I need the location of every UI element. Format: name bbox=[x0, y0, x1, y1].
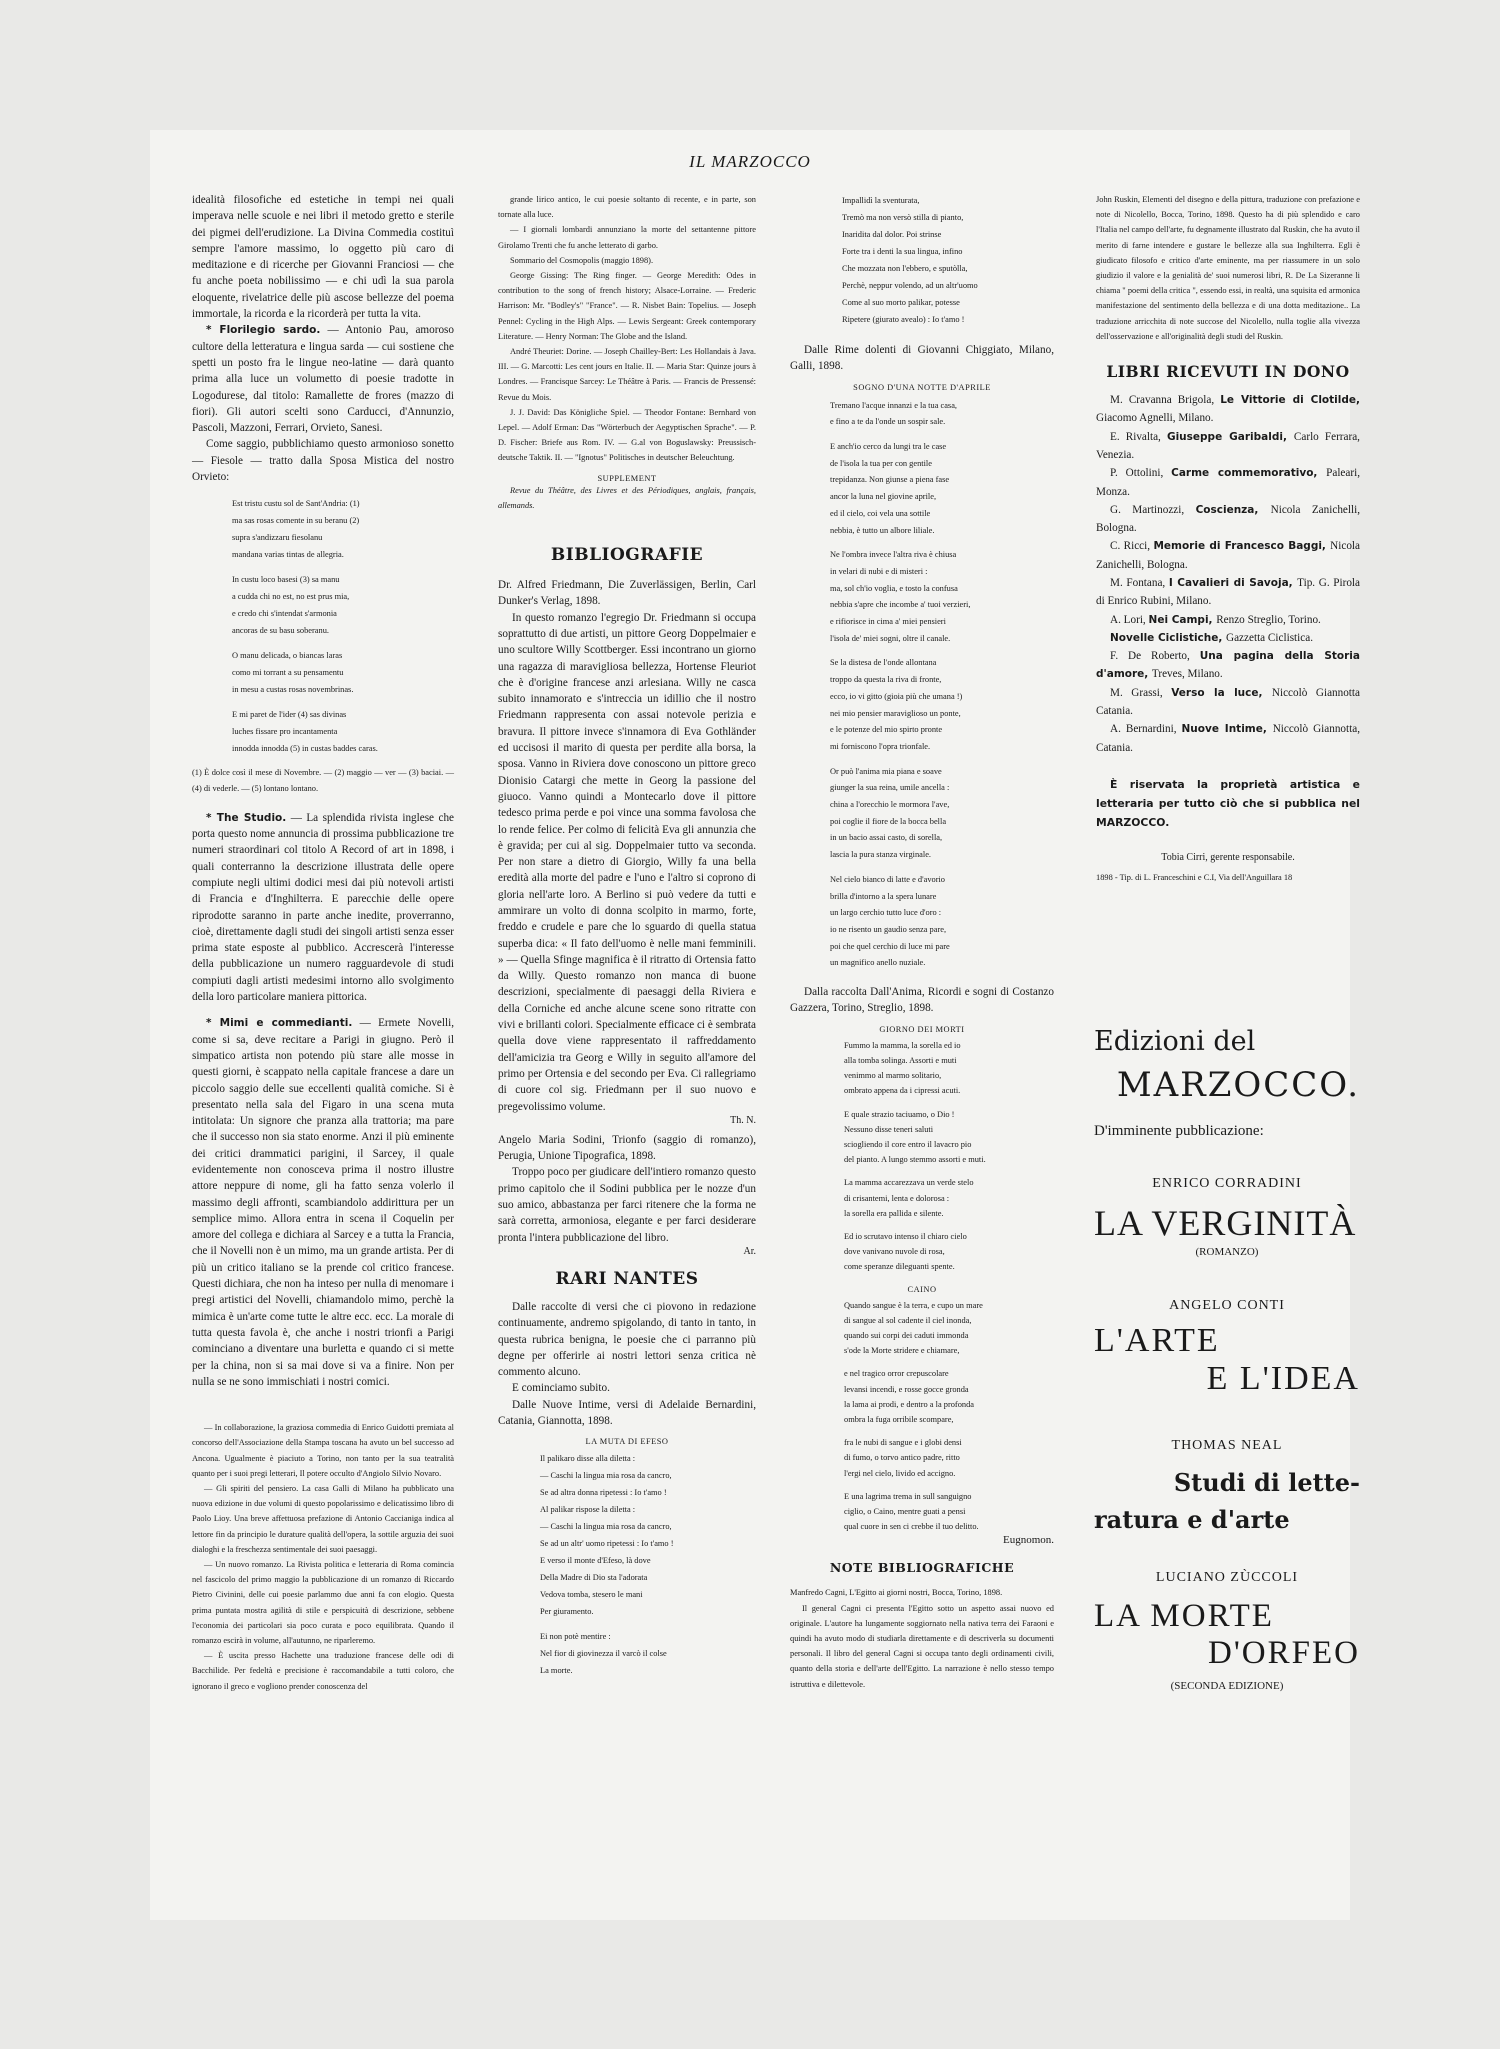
verse-line: ancor la luna nel giovine aprile, bbox=[830, 492, 937, 502]
ad-sub-romanzo: (ROMANZO) bbox=[1195, 1246, 1259, 1258]
signature-eugnomon: Eugnomon. bbox=[1002, 1534, 1054, 1547]
book-title: Novelle Ciclistiche, bbox=[1110, 631, 1227, 644]
verse-line: Fummo la mamma, la sorella ed io bbox=[844, 1040, 961, 1050]
book-entry bbox=[1096, 574, 1360, 611]
poem-muta bbox=[540, 1450, 756, 1679]
book-publisher: Giacomo Agnelli, Milano. bbox=[1096, 412, 1214, 425]
ad-title-verginita: LA VERGINITÀ bbox=[1094, 1203, 1357, 1243]
verse-line: mandana varias tintas de allegria. bbox=[232, 550, 344, 560]
book-title: Giuseppe Garibaldi, bbox=[1166, 430, 1294, 443]
book-author: P. Ottolini, bbox=[1110, 467, 1172, 480]
verse-line: quando sui corpi dei caduti immonda bbox=[844, 1330, 969, 1340]
friedmann-reference: Dr. Alfred Friedmann, Die Zuverlässigen, Berlin, Carl Dunker's Verlag, 1898. bbox=[498, 579, 756, 608]
note-spiriti: — Gli spiriti del pensiero. La casa Galli di Milano ha pubblicato una nuova edizione in due volumi di questo popolarissimo e delicatissimo libro di Paolo Lioy. Una breve affettuosa prefazione di Antonio Caccianiga indica al lettore fin da principio le durature qualità dell'opera, la sottile arguzia dei suoi dialoghi e la freschezza sentimentale dei suoi paesaggi. bbox=[192, 1483, 454, 1554]
verse-line: venimmo al marmo solitario, bbox=[844, 1071, 942, 1081]
verse-line: — Caschi la lingua mia rosa da cancro, bbox=[540, 1471, 672, 1481]
ad-sub-seconda: (SECONDA EDIZIONE) bbox=[1170, 1680, 1284, 1692]
column-3 bbox=[790, 192, 1054, 1692]
verse-line bbox=[232, 639, 454, 647]
friedmann-review: In questo romanzo l'egregio Dr. Friedmann si occupa soprattutto di due artisti, un pittore Georg Doppelmaier e uno scultore Willy Scottberger. Essi incontrano un giorno una ragazza di maravigliosa bellezza, Hortense Fleuriot che è d'origine francese anzi arlesiana. Willy ne casca subito innamorato e s'intreccia un idillio che il nostro Friedmann rappresenta con assai notevole perizia e bravura. Il pittore invece s'innamora di Eva Gothländer ed uccisosi il marito di questa per perdite alla borsa, la sposa. Vanno in Riviera dove conoscono un pittore greco Dionisio Catargi che mette in Georg la passione del giuoco. Vanno quindi a Montecarlo dove il pittore tedesco prima perde e poi vince una somma favolosa che lo rende felice. Per colmo di felicità Eva gli annunzia che è gravida; per cui al sig. Doppelmaier tutto va seconda. Per non stare a dietro di Giorgio, Willy fa una bella eredità alla morte del padre e l'uno e l'altro si coprono di gloria nell'arte loro. A Berlino si può vedere da tutti e ammirare un volto di donna scolpito in marmo, forte, freddo e crudele e pare che lo sguardo di quella statua superba dica: « Il fato dell'uomo è nelle mani femminili. » — Quella Sfinge magnifica è il ritratto di Ortensia fatto da Willy. Questo romanzo non manca di buone descrizioni, specialmente di paesaggi della Riviera e della Corniche ed anche alcune scene sono ritratte con vivi e brillanti colori. Specialmente efficace ci è sembrata quella dove viene rappresentato il raffreddamento dell'amicizia tra Georg e Willy in seguito all'amore del primo per Ortensia e del secondo per Eva. Ci rallegriamo di cuore col sig. Friedmann per il suo nuovo e pregevolissimo volume. bbox=[498, 611, 756, 1113]
book-author: A. Bernardini, bbox=[1110, 723, 1182, 736]
verse-line: E anch'io cerco da lungi tra le case bbox=[830, 442, 947, 451]
verse-line: troppo da questa la riva di fronte, bbox=[830, 675, 942, 685]
verse-line: mi forniscono l'opra trionfale. bbox=[830, 741, 931, 751]
verse-line: poi che quel cerchio di luce mi pare bbox=[830, 941, 950, 951]
signature-ar: Ar. bbox=[743, 1245, 756, 1257]
libri-ricevuti-list bbox=[1096, 391, 1360, 757]
verse-line: ecco, io vi gitto (gioia più che umana !) bbox=[830, 691, 963, 701]
note-trenti: — I giornali lombardi annunziano la morte del settantenne pittore Girolamo Trenti che fu anche letterato di garbo. bbox=[498, 225, 756, 250]
book-title: Coscienza, bbox=[1195, 503, 1271, 516]
column-2 bbox=[498, 192, 756, 1679]
paragraph-mimi bbox=[192, 1015, 454, 1390]
verse-line: sciogliendo il core entro il lavacro pio bbox=[844, 1139, 972, 1149]
book-entry bbox=[1096, 684, 1360, 721]
verse-line: Est tristu custu sol de Sant'Andria: (1) bbox=[232, 499, 360, 509]
gazzera-reference: Dalla raccolta Dall'Anima, Ricordi e sogni di Costanzo Gazzera, Torino, Streglio, 1898. bbox=[790, 986, 1054, 1015]
verse-line: Impallidì la sventurata, bbox=[842, 196, 920, 205]
verse-line: dove vanivano nuvole di rosa, bbox=[844, 1247, 945, 1257]
verse-line: Della Madre di Dio sta l'adorata bbox=[540, 1573, 648, 1583]
verse-line: E verso il monte d'Efeso, là dove bbox=[540, 1556, 651, 1566]
verse-line: como mi torrant a su pensamentu bbox=[232, 668, 344, 678]
paragraph-intro: idealità filosofiche ed estetiche in tempi nei quali imperava nelle scuole e nei libri il metodo gretto e sterile dei pigmei dell'erudizione. La Divina Commedia costituì sempre l'amore massimo, lo oggetto più caro di meditazione e di ricerche per Giovanni Franciosi — che fu anche poeta nobilissimo — e chi udì la sua parola eloquente, rivelatrice delle più ascose bellezze del poema immortale, la ricorda e la ricorderà per tutta la vita. bbox=[192, 194, 454, 321]
supplement-title: SUPPLEMENT bbox=[597, 473, 657, 483]
book-title: Carme commemorativo, bbox=[1171, 467, 1327, 480]
verse-line: nebbia s'apre che incombe a' tuoi verzieri, bbox=[830, 600, 971, 610]
footnotes: (1) È dolce così il mese di Novembre. — (2) maggio — ver — (3) baciai. — (4) di vederle. — (5) lontano lontano. bbox=[192, 768, 454, 793]
verse-line bbox=[232, 563, 454, 571]
verse-line: e le potenze del mio spirto pronte bbox=[830, 725, 943, 735]
section-title-studio: * The Studio. bbox=[206, 811, 287, 824]
running-title: IL MARZOCCO bbox=[689, 152, 811, 171]
verse-line: alla tomba solinga. Assorti e muti bbox=[844, 1055, 957, 1065]
verse-line: in velari di nubi e di misteri : bbox=[830, 566, 928, 576]
book-title: Le Vittorie di Clotilde, bbox=[1220, 394, 1360, 407]
mimi-text: — Ermete Novelli, come si sa, deve recitare a Parigi in giugno. Però il simpatico artista non potendo più stare alle mosse in questi giorni, è scappato nella capitale francese a dare un piccolo saggio delle sue eccellenti qualità comiche. Si è presentato nella sala del Figaro in una scena muta intitolata: Un signore che pranza alla trattoria; ma pare che il successo non sia stato enorme. Anzi il più eminente dei critici drammatici parigini, il Sarcey, il quale evidentemente non conosceva prima il nostro illustre attore neppure di nome, gli ha fatto senza volerlo il massimo degli affronti, scambiandolo addirittura per un semplice mimo. Allora entra in scena il Coquelin per amore del collega e dichiara al Sarcey e a tutta la Francia, che il Novelli non è un mimo, ma un grande artista. Per di più un critico italiano se la prende col critico francese. Questi dichiara, che non ha inteso per nulla di menomare i pregi artistici del Novelli, chiamandolo mimo, perchè la mimica è un'arte come tutte le altre ecc. ecc. La morale di tutta questa favola è, che anche i nostri trionfi a Parigi cominciano a diventare una burletta e quando ci si mette per la china, non si sa mai dove si va a finire. Non per nulla se ne sono immischiati i nostri comici. bbox=[192, 1017, 454, 1388]
verse-line: Ed io scrutavo intenso il chiaro cielo bbox=[844, 1231, 967, 1241]
book-publisher: Paleari, Monza. bbox=[1096, 467, 1360, 498]
verse-line: giunger la sua reina, umile ancella : bbox=[830, 783, 950, 793]
verse-line: ciglio, o Caino, mentre guati a pensi bbox=[844, 1506, 966, 1516]
section-title-mimi: * Mimi e commedianti. bbox=[206, 1017, 353, 1030]
verse-line: Il palikaro disse alla diletta : bbox=[540, 1454, 636, 1464]
verse-line: Ne l'ombra invece l'altra riva è chiusa bbox=[830, 550, 957, 560]
verse-line: Che mozzata non l'ebbero, e sputòlla, bbox=[842, 264, 968, 273]
ad-marzocco: MARZOCCO. bbox=[1116, 1065, 1360, 1105]
verse-line: io ne risento un gaudio senza pare, bbox=[830, 924, 947, 934]
verse-line bbox=[830, 756, 1054, 764]
verse-line: la lama ai prodi, e dentro a la profonda bbox=[844, 1399, 974, 1409]
book-publisher: Carlo Ferrara, Venezia. bbox=[1096, 430, 1360, 461]
verse-line: Se ad altra donna ripetessi : Io t'amo ! bbox=[540, 1488, 667, 1498]
book-author: G. Martinozzi, bbox=[1110, 503, 1196, 516]
book-entry bbox=[1096, 611, 1360, 629]
verse-line: in un bacio assai casto, di sorella, bbox=[830, 833, 943, 843]
verse-line: in mesu a custas rosas novembrinas. bbox=[232, 685, 354, 695]
verse-line: ed il cielo, coi vela una sottile bbox=[830, 508, 931, 518]
ad-title-idea: E L'IDEA bbox=[1206, 1360, 1360, 1397]
poem-title-sogno: SOGNO D'UNA NOTTE D'APRILE bbox=[853, 382, 991, 392]
sodini-reference: Angelo Maria Sodini, Trionfo (saggio di romanzo), Perugia, Unione Tipografica, 1898. bbox=[498, 1133, 756, 1163]
verse-line: nei mio pensier maraviglioso un ponte, bbox=[830, 708, 961, 718]
book-title: I Cavalieri di Savoja, bbox=[1168, 577, 1298, 589]
book-entry bbox=[1096, 647, 1360, 684]
verse-line: Tremò ma non versò stilla di pianto, bbox=[842, 213, 964, 222]
column-1 bbox=[192, 192, 454, 1694]
paragraph-studio bbox=[192, 810, 454, 1006]
verse-line: E quale strazio taciuamo, o Dio ! bbox=[844, 1109, 955, 1119]
note-romanzo: — Un nuovo romanzo. La Rivista politica e letteraria di Roma comincia nel fascicolo del primo maggio la pubblicazione di un romanzo di Riccardo Pietro Civinini, delle cui poesie parlammo due anni fa con elogio. Questa prima puntata mostra agilità di stile e perspicuità di descrizione, sebbene l'economia dei particolari sia poco curata e poco equilibrata. Quando il romanzo escirà in volume, all'autunno, ne riparleremo. bbox=[192, 1559, 454, 1645]
verse-line: di crisantemi, lenta e dolorosa : bbox=[844, 1193, 950, 1203]
printer-line: 1898 - Tip. di L. Franceschini e C.I, Via dell'Anguillara 18 bbox=[1096, 873, 1293, 883]
rari-nantes-cominciamo: E cominciamo subito. bbox=[512, 1382, 610, 1395]
bernardini-reference: Dalle Nuove Intime, versi di Adelaide Bernardini, Catania, Giannotta, 1898. bbox=[498, 1398, 756, 1428]
supplement-text: Revue du Théâtre, des Livres et des Périodiques, anglais, français, allemands. bbox=[498, 485, 756, 510]
verse-line: l'isola de' miei sogni, oltre il canale. bbox=[830, 633, 951, 643]
verse-line: E mi paret de l'ider (4) sas divinas bbox=[232, 710, 347, 720]
florilegio-text: — Antonio Pau, amoroso cultore della letteratura e lingua sarda — cui sostiene che spetti un posto fra le lingue neo-latine — darà quanto prima alla luce un volumetto di poesie tradotte in Logodurese, dal titolo: Ramallette de frores (mazzo di fiori). Gli autori scelti sono Carducci, d'Annunzio, Pascoli, Mazzoni, Ferrari, Orvieto, Sanesi. bbox=[192, 324, 454, 435]
verse-line: Per giuramento. bbox=[540, 1607, 594, 1617]
poem-title-caino: CAINO bbox=[907, 1284, 937, 1294]
verse-line: e nel tragico orror crepuscolare bbox=[844, 1369, 949, 1379]
ad-edizioni: Edizioni del bbox=[1094, 1026, 1256, 1057]
verse-line: e fino a te da l'onde un sospir sale. bbox=[830, 417, 946, 427]
book-publisher: Renzo Streglio, Torino. bbox=[1216, 613, 1321, 626]
book-author: A. Lori, bbox=[1110, 613, 1149, 626]
poem-muta-continued bbox=[842, 192, 1054, 328]
book-title: Nei Campi, bbox=[1148, 613, 1217, 626]
verse-line: ombrato appena da i cipressi acuti. bbox=[844, 1086, 961, 1096]
verse-line bbox=[844, 1167, 1054, 1175]
verse-line: Or può l'anima mia piana e soave bbox=[830, 766, 942, 776]
gerente: Tobia Cirri, gerente responsabile. bbox=[1161, 851, 1295, 863]
book-title: Nuove Intime, bbox=[1181, 723, 1273, 736]
signature-th: Th. N. bbox=[730, 1114, 756, 1126]
verse-line bbox=[830, 647, 1054, 655]
verse-line: l'ergi nel cielo, livido ed accigno. bbox=[844, 1468, 956, 1478]
verse-line: lascia la pura stanza virginale. bbox=[830, 850, 931, 860]
verse-line: china a l'orecchio le mormora l'ave, bbox=[830, 800, 950, 810]
book-title: Una pagina della Storia d'amore, bbox=[1096, 650, 1360, 681]
publisher-advertisement bbox=[1094, 1022, 1360, 1692]
verse-line: luches fissare pro incantamenta bbox=[232, 727, 338, 737]
poem-sogno bbox=[830, 398, 1054, 973]
verse-line: fra le nubi di sangue e i globi densi bbox=[844, 1438, 962, 1448]
poem-morti bbox=[844, 1038, 1054, 1275]
verse-line: Forte tra i denti la sua lingua, infino bbox=[842, 247, 963, 256]
verse-line: del pianto. A lungo stemmo assorti e muti. bbox=[844, 1155, 986, 1165]
verse-line bbox=[844, 1481, 1054, 1489]
poem-fiesole bbox=[232, 495, 454, 757]
cagni-reference: Manfredo Cagni, L'Egitto ai giorni nostri, Bocca, Torino, 1898. bbox=[790, 1588, 1003, 1598]
verse-line: Se la distesa de l'onde allontana bbox=[830, 658, 937, 668]
verse-line: e credo chi s'intendat s'armonia bbox=[232, 609, 337, 619]
ad-title-studi-1: Studi di lette- bbox=[1173, 1468, 1360, 1497]
ad-author-zuccoli: LUCIANO ZÙCCOLI bbox=[1155, 1570, 1299, 1585]
verse-line: poi coglie il fiore de la bocca bella bbox=[830, 816, 947, 826]
book-title: Memorie di Francesco Baggi, bbox=[1153, 540, 1331, 553]
bibliografie-title: BIBLIOGRAFIE bbox=[550, 545, 704, 566]
paragraph-saggio: Come saggio, pubblichiamo questo armonioso sonetto — Fiesole — tratto dalla Sposa Mistica del nostro Orvieto: bbox=[192, 438, 454, 484]
book-author: C. Ricci, bbox=[1110, 540, 1154, 553]
verse-line bbox=[232, 698, 454, 706]
cosmopolis-english: George Gissing: The Ring finger. — George Meredith: Odes in contribution to the song of french history; Alsace-Lorraine. — Frederic Harrison: Mr. "Bodley's" "France". — R. Nisbet Bain: Topelius. — Joseph Pennel: Cycling in the High Alps. — Lewis Sergeant: Greek contemporary Literature. — Henry Norman: The Globe and the Island. bbox=[498, 271, 756, 341]
note-cosmopolis: Sommario del Cosmopolis (maggio 1898). bbox=[510, 255, 654, 265]
verse-line: levansi incendi, e rosse gocce gronda bbox=[844, 1384, 969, 1394]
verse-line: ancoras de su basu soberanu. bbox=[232, 626, 329, 636]
ad-title-studi-2: ratura e d'arte bbox=[1094, 1505, 1290, 1534]
libri-ricevuti-title: LIBRI RICEVUTI IN DONO bbox=[1106, 362, 1350, 382]
ad-author-neal: THOMAS NEAL bbox=[1171, 1438, 1283, 1453]
rari-nantes-intro: Dalle raccolte di versi che ci piovono in redazione continuamente, andremo spigolando, di tanto in tanto, in questa rubrica benigna, le poesie che ci parranno più degne per offerirle ai nostri lettori senza critica nè commento alcuno. bbox=[498, 1300, 756, 1379]
verse-line bbox=[844, 1427, 1054, 1435]
ad-author-corradini: ENRICO CORRADINI bbox=[1152, 1176, 1302, 1191]
book-entry bbox=[1096, 629, 1360, 647]
book-entry bbox=[1096, 464, 1360, 501]
verse-line: nebbia, è tutto un albore liliale. bbox=[830, 525, 935, 535]
verse-line: Inaridita dal dolor. Poi strinse bbox=[842, 230, 942, 239]
note-bacchilide: — È uscita presso Hachette una traduzione francese delle odi di Bacchilide. Per fedeltà e precisione è raccomandabile a tutti coloro, che ignorano il greco e vogliono prender conoscenza del bbox=[192, 1651, 454, 1691]
verse-line: a cudda chi no est, no est prus mia, bbox=[232, 592, 350, 602]
cosmopolis-french: André Theuriet: Dorine. — Joseph Chailley-Bert: Les Hollandais à Java. III. — G. Marcotti: Les cent jours en Italie. II. — Maria Star: Quinze jours à Londres. — Francisque Sarcey: Le Théâtre à Paris. — Francis de Pressensé: Revue du Mois. bbox=[498, 347, 756, 402]
verse-line: trepidanza. Non giunse a piena fase bbox=[830, 475, 950, 485]
book-publisher: Niccolò Giannotta, Catania. bbox=[1096, 723, 1361, 754]
verse-line: Al palikar rispose la diletta : bbox=[540, 1505, 636, 1515]
note-bibliografiche-title: NOTE BIBLIOGRAFICHE bbox=[829, 1560, 1015, 1576]
verse-line: s'ode la Morte stridere e chiamare, bbox=[844, 1346, 960, 1356]
book-publisher: Nicola Zanichelli, Bologna. bbox=[1096, 503, 1360, 535]
verse-line: Se ad un altr' uomo ripetessi : Io t'amo ! bbox=[540, 1539, 674, 1549]
verse-line: e rifiorisce in cima a' miei pensieri bbox=[830, 617, 946, 627]
verse-line: Vedova tomba, stesero le mani bbox=[540, 1590, 643, 1600]
poem-caino bbox=[844, 1298, 1054, 1535]
verse-line: Ei non potè mentire : bbox=[540, 1632, 611, 1642]
verse-line: E una lagrima trema in sull sanguigno bbox=[844, 1491, 972, 1501]
verse-line: la sorella era pallida e silente. bbox=[844, 1208, 944, 1218]
verse-line: supra s'andizzaru fiesolanu bbox=[232, 533, 323, 543]
verse-line: Perchè, neppur volendo, ad un altr'uomo bbox=[842, 281, 978, 290]
verse-line: qual cuore in sen ci crebbe il tuo delitto. bbox=[844, 1522, 979, 1532]
book-publisher: Gazzetta Ciclistica. bbox=[1226, 631, 1313, 644]
book-entry bbox=[1096, 720, 1360, 757]
verse-line: La mamma accarezzava un verde stelo bbox=[844, 1178, 974, 1188]
verse-line bbox=[844, 1358, 1054, 1366]
verse-line: O manu delicada, o biancas laras bbox=[232, 651, 343, 661]
ad-imminente: D'imminente pubblicazione: bbox=[1094, 1123, 1264, 1139]
book-entry bbox=[1096, 391, 1360, 428]
book-publisher: Treves, Milano. bbox=[1151, 668, 1223, 681]
verse-line: un largo cerchio tutto luce d'oro : bbox=[830, 908, 942, 918]
poem-title-muta: LA MUTA DI EFESO bbox=[585, 1437, 669, 1447]
verse-line bbox=[540, 1620, 756, 1628]
verse-line: — Caschi la lingua mia rosa da cancro, bbox=[540, 1522, 672, 1532]
verse-line: un magnifico anello nuziale. bbox=[830, 958, 926, 968]
copyright-notice: È riservata la proprietà artistica e letteraria per tutto ciò che si pubblica nel MARZOCCO. bbox=[1096, 777, 1360, 829]
note-collaborazione: — In collaborazione, la graziosa commedia di Enrico Guidotti premiata al concorso dell'Associazione della Stampa toscana ha avuto un bel successo ad Ancona. Ugualmente è piaciuto a Torino, non tanto per la sua teatralità quanto per i suoi pregi letterari, Il potere occulto d'Angiolo Silvio Novaro. bbox=[192, 1423, 454, 1478]
verse-line: innodda innodda (5) in custas baddes caras. bbox=[232, 744, 378, 754]
ad-author-conti: ANGELO CONTI bbox=[1169, 1298, 1285, 1313]
note-lirico: grande lirico antico, le cui poesie soltanto di recente, e in parte, son tornate alla luce. bbox=[498, 195, 756, 220]
book-title: Verso la luce, bbox=[1171, 686, 1272, 699]
verse-line: de l'isola la tua per con gentile bbox=[830, 458, 932, 468]
verse-line: di fumo, o torvo antico padre, ritto bbox=[844, 1453, 960, 1463]
studio-text: — La splendida rivista inglese che porta questo nome annuncia di prossima pubblicazione tre numeri straordinari col titolo A Record of art in 1898, i quali conterranno la descrizione illustrata delle opere compiute negli ultimi dodici mesi dai più notevoli artisti di Francia e d'Inghilterra. E parecchie delle opere riprodotte saranno in parte anche inedite, proverranno, cioè, direttamente dagli studi dei singoli artisti senza esser prima state esposte al pubblico. Accrescerà l'interesse della pubblicazione un numero ragguardevole di studi compiuti dagli artisti medesimi intorno allo svolgimento della loro particolare maniera pittorica. bbox=[192, 811, 454, 1004]
book-entry bbox=[1096, 428, 1360, 465]
book-entry bbox=[1096, 501, 1360, 538]
verse-line: ma, sol ch'io voglia, e tosto la confusa bbox=[830, 583, 958, 593]
ruskin-review: John Ruskin, Elementi del disegno e della pittura, traduzione con prefazione e note di Nicolello, Bocca, Torino, 1898. Questo ha di più splendido e caro l'Italia nel campo dell'arte, fu degnamente illustrato dal Ruskin, che ha avuto il merito di farne intendere e gustare le bellezze alla sua Inghilterra. Egli è giudicato filosofo e critico d'arte eminente, ma per riassumere in un solo giudizio il valore e la genialità de' suoi numerosi libri, R. De La Sizeranne li chiama " poemi della critica ", essendo essi, in realtà, una squisita ed armonica manifestazione del sentimento della bellezza e di una dotta meditazione.. La traduzione arricchita di note succose del Nicolello, nulla toglie alla vivezza dell'osservazione e all'originalità degli studi del Ruskin. bbox=[1096, 195, 1360, 341]
paragraph-florilegio bbox=[192, 322, 454, 436]
verse-line bbox=[830, 431, 1054, 439]
poem-title-morti: GIORNO DEI MORTI bbox=[879, 1024, 965, 1034]
verse-line bbox=[830, 539, 1054, 547]
book-author: F. De Roberto, bbox=[1110, 650, 1200, 663]
verse-line bbox=[830, 864, 1054, 872]
verse-line: Nel cielo bianco di latte e d'avorio bbox=[830, 874, 945, 884]
ad-title-orfeo: D'ORFEO bbox=[1208, 1635, 1360, 1671]
book-author: M. Fontana, bbox=[1110, 577, 1169, 589]
book-author: M. Cravanna Brigola, bbox=[1110, 394, 1221, 407]
verse-line bbox=[844, 1099, 1054, 1107]
rari-nantes-title: RARI NANTES bbox=[555, 1268, 699, 1289]
verse-line: Ripetere (giurato avealo) : Io t'amo ! bbox=[842, 315, 965, 324]
verse-line: Tremano l'acque innanzi e la tua casa, bbox=[830, 400, 958, 410]
verse-line: ombra la fuga orribile scompare, bbox=[844, 1414, 954, 1424]
cosmopolis-german: J. J. David: Das Königliche Spiel. — Theodor Fontane: Bernhard von Lepel. — Adolf Erman: Das "Wörterbuch der Aegyptischen Sprache". — P. D. Fischer: Briefe aus Rom. IV. — G.al von Boguslawsky: Preussisch-deutsche Taktik. II. — "Ignotus" Politisches in deutscher Beleuchtung. bbox=[498, 407, 756, 463]
verse-line: brilla d'intorno a la spera lunare bbox=[830, 891, 937, 901]
verse-line: La morte. bbox=[540, 1666, 573, 1676]
verse-line: Nessuno disse teneri saluti bbox=[844, 1124, 934, 1134]
ad-title-morte: LA MORTE bbox=[1094, 1598, 1274, 1634]
sodini-review: Troppo poco per giudicare dell'intiero romanzo questo primo capitolo che il Sodini pubblica per le nozze d'un suo amico, abbastanza per farci ritenere che la forma ne sarà corretta, armoniosa, elegante e per farci desiderare pronta l'intera pubblicazione del libro. bbox=[498, 1166, 756, 1244]
cagni-review: Il general Cagni ci presenta l'Egitto sotto un aspetto assai nuovo ed originale. L'autore ha lungamente soggiornato nella nativa terra dei Faraoni e quindi ha avuto modo di studiarla direttamente e di descriverla su documenti personali. Il libro del general Cagni si occupa tanto degli ordinamenti civili, quanto della storia e dell'arte dell'Egitto. La narrazione è nello stesso tempo istruttiva e dilettevole. bbox=[790, 1603, 1054, 1689]
chiggiato-reference: Dalle Rime dolenti di Giovanni Chiggiato, Milano, Galli, 1898. bbox=[790, 344, 1054, 373]
verse-line: ma sas rosas comente in su beranu (2) bbox=[232, 516, 360, 526]
verse-line: Come al suo morto palikar, potesse bbox=[842, 298, 960, 307]
column-4 bbox=[1096, 192, 1360, 885]
verse-line: di sangue al sol cadente il ciel inonda, bbox=[844, 1315, 972, 1325]
ad-title-arte: L'ARTE bbox=[1094, 1322, 1220, 1359]
book-publisher: Nicola Zanichelli, Bologna. bbox=[1096, 540, 1360, 571]
book-publisher: Tip. G. Pirola di Enrico Rubini, Milano. bbox=[1096, 577, 1360, 608]
verse-line: Nel fior di giovinezza il varcò il colse bbox=[540, 1649, 667, 1659]
verse-line: In custu loco basesi (3) sa manu bbox=[232, 575, 340, 585]
verse-line: Quando sangue è la terra, e cupo un mare bbox=[844, 1300, 983, 1310]
verse-line bbox=[844, 1221, 1054, 1229]
book-entry bbox=[1096, 537, 1360, 574]
verse-line: come speranze dileguanti spente. bbox=[844, 1262, 955, 1272]
book-author: E. Rivalta, bbox=[1110, 430, 1167, 443]
section-title-florilegio: * Florilegio sardo. bbox=[206, 324, 321, 337]
book-author: M. Grassi, bbox=[1110, 686, 1172, 699]
book-publisher: Niccolò Giannotta Catania. bbox=[1096, 686, 1360, 718]
